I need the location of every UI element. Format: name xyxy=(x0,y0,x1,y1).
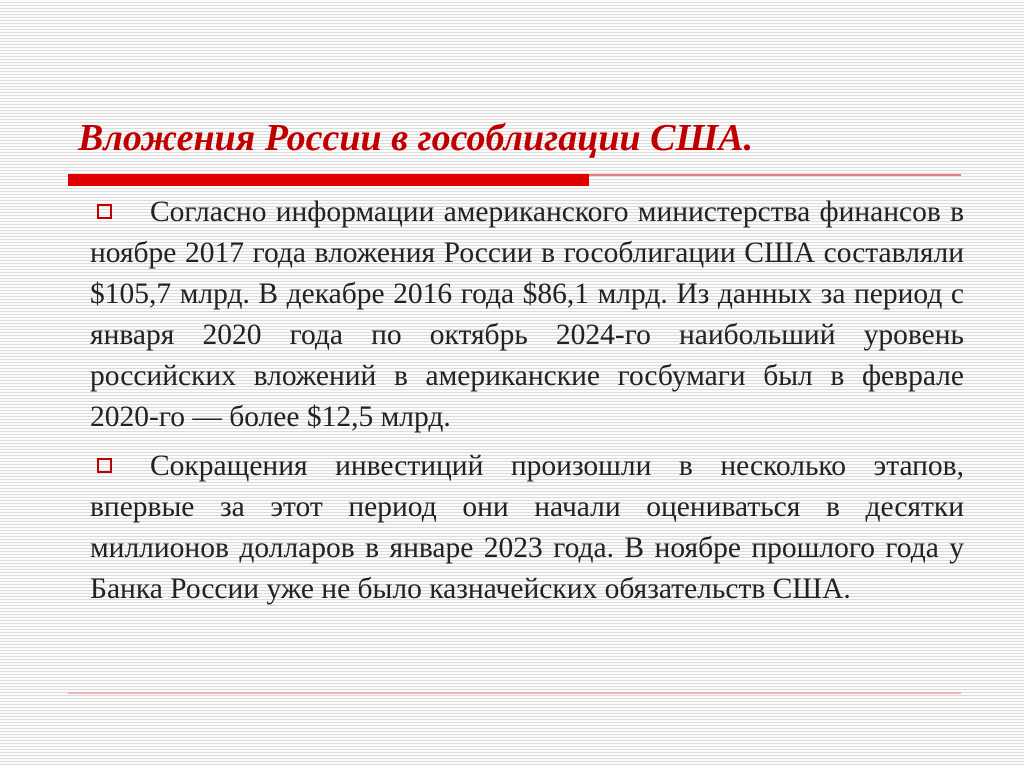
hollow-square-bullet-icon xyxy=(97,458,112,473)
slide-title: Вложения России в гособлигации США. xyxy=(78,117,754,159)
bullet-text-2: Сокращения инвестиций произошли в несколько этапов, впервые за этот период они начали оцениваться в десятки миллионов долларов в январе 2023 года. В ноябре прошлого года у Банка России уже не было казначейских обязательств США. xyxy=(90,450,964,605)
bottom-divider xyxy=(68,692,961,694)
bullet-list xyxy=(90,192,964,618)
bullet-item-2 xyxy=(90,446,964,610)
title-accent-line xyxy=(589,174,961,176)
bullet-item-1 xyxy=(90,192,964,438)
bullet-text-1: Согласно информации американского министерства финансов в ноябре 2017 года вложения России в гособлигации США составляли $105,7 млрд. В декабре 2016 года $86,1 млрд. Из данных за период с января 2020 года по октябрь 2024-го наибольший уровень российских вложений в американские госбумаги был в феврале 2020-го — более $12,5 млрд. xyxy=(90,196,964,433)
title-accent-bar xyxy=(68,174,589,186)
hollow-square-bullet-icon xyxy=(97,204,112,219)
